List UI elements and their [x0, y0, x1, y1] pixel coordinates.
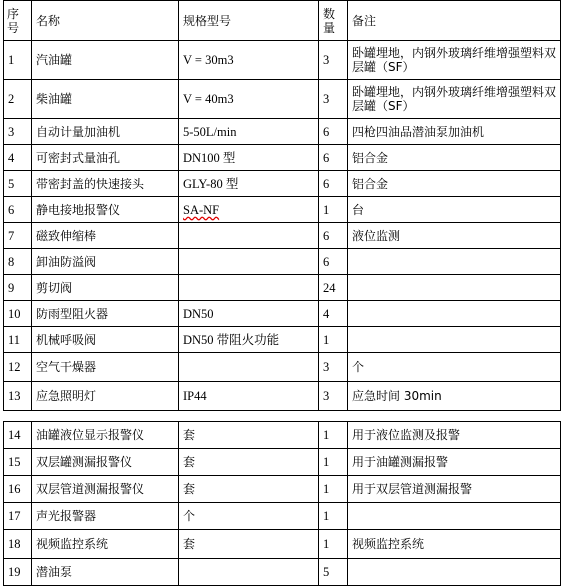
row-no: 5	[4, 171, 32, 197]
row-no: 14	[4, 422, 32, 449]
row-qty: 1	[319, 476, 348, 503]
row-spec: IP44	[179, 382, 319, 411]
row-qty: 6	[319, 223, 348, 249]
row-qty: 3	[319, 41, 348, 80]
equipment-table-upper	[3, 0, 561, 411]
row-name: 双层管道测漏报警仪	[32, 476, 179, 503]
row-no: 1	[4, 41, 32, 80]
row-qty: 1	[319, 530, 348, 559]
row-name: 可密封式量油孔	[32, 145, 179, 171]
row-qty: 6	[319, 145, 348, 171]
row-note: 视频监控系统	[348, 530, 561, 559]
row-name: 带密封盖的快速接头	[32, 171, 179, 197]
table-row	[4, 559, 561, 586]
row-spec: 套	[179, 530, 319, 559]
row-no: 7	[4, 223, 32, 249]
row-no: 11	[4, 327, 32, 353]
row-qty: 6	[319, 249, 348, 275]
row-qty: 5	[319, 559, 348, 586]
row-name: 卸油防溢阀	[32, 249, 179, 275]
row-no: 2	[4, 80, 32, 119]
row-note	[348, 275, 561, 301]
row-qty: 1	[319, 197, 348, 223]
header-spec: 规格型号	[179, 1, 319, 41]
row-name: 双层罐测漏报警仪	[32, 449, 179, 476]
row-name: 视频监控系统	[32, 530, 179, 559]
row-qty: 6	[319, 119, 348, 145]
row-name: 油罐液位显示报警仪	[32, 422, 179, 449]
row-no: 15	[4, 449, 32, 476]
row-qty: 3	[319, 80, 348, 119]
row-qty: 4	[319, 301, 348, 327]
row-name: 磁致伸缩棒	[32, 223, 179, 249]
table-row	[4, 223, 561, 249]
table-row	[4, 301, 561, 327]
table-row	[4, 119, 561, 145]
row-no: 13	[4, 382, 32, 411]
row-spec: DN50	[179, 301, 319, 327]
row-note	[348, 301, 561, 327]
row-note	[348, 327, 561, 353]
table-header-row	[4, 1, 561, 41]
header-qty: 数量	[319, 1, 348, 41]
row-note: 个	[348, 353, 561, 382]
table-row	[4, 327, 561, 353]
table-row	[4, 382, 561, 411]
row-qty: 24	[319, 275, 348, 301]
row-note: 用于双层管道测漏报警	[348, 476, 561, 503]
row-spec: DN100 型	[179, 145, 319, 171]
row-name: 静电接地报警仪	[32, 197, 179, 223]
row-qty: 1	[319, 422, 348, 449]
header-no: 序号	[4, 1, 32, 41]
row-qty: 1	[319, 503, 348, 530]
row-name: 潜油泵	[32, 559, 179, 586]
row-spec: 套	[179, 422, 319, 449]
table-row	[4, 80, 561, 119]
header-note: 备注	[348, 1, 561, 41]
row-spec	[179, 275, 319, 301]
row-no: 19	[4, 559, 32, 586]
row-no: 4	[4, 145, 32, 171]
header-name: 名称	[32, 1, 179, 41]
row-spec	[179, 249, 319, 275]
table-row	[4, 41, 561, 80]
row-note: 卧罐埋地，内钢外玻璃纤维增强塑料双层罐（SF）	[348, 41, 561, 80]
row-spec: V = 40m3	[179, 80, 319, 119]
row-note: 应急时间 30min	[348, 382, 561, 411]
row-spec: DN50 带阻火功能	[179, 327, 319, 353]
row-name: 自动计量加油机	[32, 119, 179, 145]
row-no: 10	[4, 301, 32, 327]
row-name: 汽油罐	[32, 41, 179, 80]
row-name: 防雨型阻火器	[32, 301, 179, 327]
row-note: 用于油罐测漏报警	[348, 449, 561, 476]
row-spec: 5-50L/min	[179, 119, 319, 145]
row-no: 9	[4, 275, 32, 301]
row-note: 四枪四油品潜油泵加油机	[348, 119, 561, 145]
row-name: 柴油罐	[32, 80, 179, 119]
row-note	[348, 559, 561, 586]
row-note: 卧罐埋地，内钢外玻璃纤维增强塑料双层罐（SF）	[348, 80, 561, 119]
row-note: 用于液位监测及报警	[348, 422, 561, 449]
table-row	[4, 476, 561, 503]
row-name: 剪切阀	[32, 275, 179, 301]
row-qty: 6	[319, 171, 348, 197]
row-no: 3	[4, 119, 32, 145]
row-note	[348, 503, 561, 530]
row-note: 台	[348, 197, 561, 223]
row-name: 机械呼吸阀	[32, 327, 179, 353]
row-spec: V = 30m3	[179, 41, 319, 80]
row-no: 18	[4, 530, 32, 559]
row-qty: 3	[319, 353, 348, 382]
table-row	[4, 530, 561, 559]
row-spec-cell	[179, 197, 319, 223]
row-spec	[179, 353, 319, 382]
row-no: 16	[4, 476, 32, 503]
row-spec: SA-NF	[183, 202, 220, 217]
row-qty: 3	[319, 382, 348, 411]
row-spec	[179, 559, 319, 586]
row-spec: 个	[179, 503, 319, 530]
row-qty: 1	[319, 327, 348, 353]
row-note: 液位监测	[348, 223, 561, 249]
table-row	[4, 249, 561, 275]
row-name: 应急照明灯	[32, 382, 179, 411]
row-no: 8	[4, 249, 32, 275]
row-no: 17	[4, 503, 32, 530]
table-row	[4, 503, 561, 530]
table-row	[4, 353, 561, 382]
row-name: 空气干燥器	[32, 353, 179, 382]
table-row	[4, 197, 561, 223]
table-row	[4, 422, 561, 449]
row-no: 12	[4, 353, 32, 382]
row-spec: 套	[179, 476, 319, 503]
table-row	[4, 449, 561, 476]
table-row	[4, 145, 561, 171]
table-row	[4, 275, 561, 301]
row-no: 6	[4, 197, 32, 223]
row-spec	[179, 223, 319, 249]
row-note	[348, 249, 561, 275]
row-note: 铝合金	[348, 171, 561, 197]
row-spec: GLY-80 型	[179, 171, 319, 197]
row-qty: 1	[319, 449, 348, 476]
row-name: 声光报警器	[32, 503, 179, 530]
row-spec: 套	[179, 449, 319, 476]
row-note: 铝合金	[348, 145, 561, 171]
table-row	[4, 171, 561, 197]
equipment-table-lower	[3, 421, 561, 586]
